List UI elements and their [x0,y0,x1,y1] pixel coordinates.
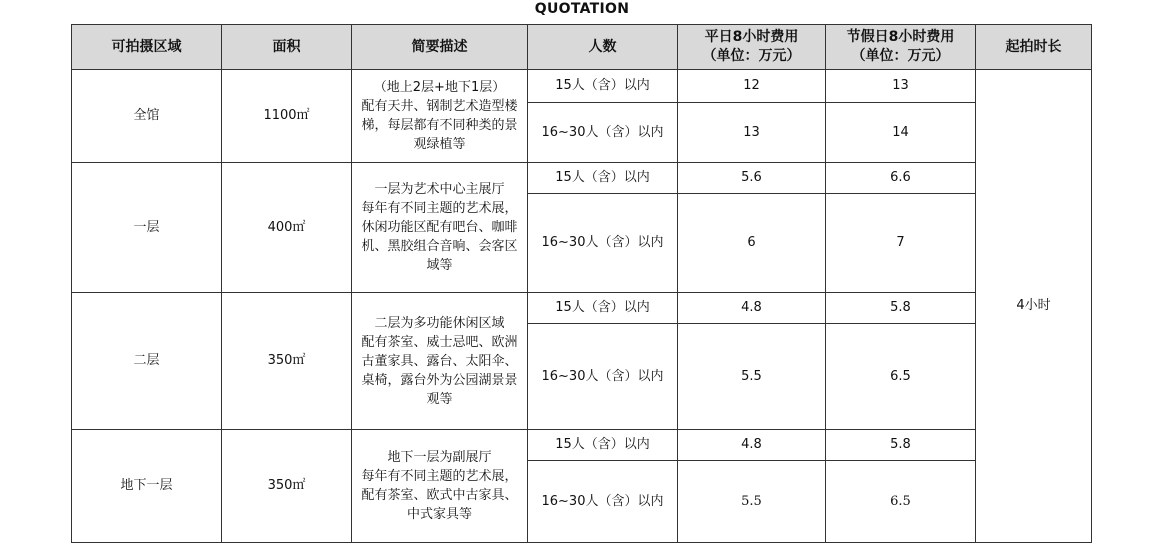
header-holiday-line2: （单位：万元） [851,48,950,64]
holiday-fee: 6.5 [826,461,976,543]
weekday-fee: 4.8 [678,293,826,324]
table-row [72,70,1092,103]
desc-heading: 地下一层为副展厅 [387,450,492,465]
weekday-fee: 13 [678,103,826,163]
zone-size: 350㎡ [222,430,352,543]
zone-name: 二层 [72,293,222,430]
people-cell: 16~30人（含）以内 [528,461,678,543]
desc-heading: 一层为艺术中心主展厅 [374,182,505,197]
weekday-fee: 5.5 [678,461,826,543]
table-row [72,293,1092,324]
zone-description [352,293,528,430]
people-cell: 16~30人（含）以内 [528,324,678,430]
desc-body: 每年有不同主题的艺术展，休闲功能区配有吧台、咖啡机、黑胶组合音响、会客区域等 [361,201,518,273]
holiday-fee: 6.6 [826,163,976,194]
zone-description [352,70,528,163]
zone-name: 地下一层 [72,430,222,543]
people-cell: 16~30人（含）以内 [528,103,678,163]
header-area: 可拍摄区域 [72,25,222,70]
desc-body: 每年有不同主题的艺术展，配有茶室、欧式中古家具、中式家具等 [361,469,518,522]
weekday-fee: 4.8 [678,430,826,461]
header-holiday-line1: 节假日8小时费用 [846,29,955,46]
holiday-fee: 5.8 [826,430,976,461]
quotation-table [71,24,1092,543]
desc-heading: 二层为多功能休闲区域 [374,315,505,331]
holiday-fee: 14 [826,103,976,163]
zone-name: 一层 [72,163,222,293]
weekday-fee: 5.5 [678,324,826,430]
weekday-fee: 6 [678,194,826,293]
holiday-fee: 5.8 [826,293,976,324]
zone-size: 350㎡ [222,293,352,430]
desc-heading: （地上2层+地下1层） [373,80,506,95]
header-row [72,25,1092,70]
zone-description [352,430,528,543]
zone-name: 全馆 [72,70,222,163]
header-min-duration: 起拍时长 [976,25,1092,70]
holiday-fee: 6.5 [826,324,976,430]
people-cell: 15人（含）以内 [528,430,678,461]
header-desc: 简要描述 [352,25,528,70]
min-duration-value: 4小时 [976,70,1092,543]
header-weekday-line2: （单位：万元） [702,48,801,64]
people-cell: 15人（含）以内 [528,70,678,103]
document-title: QUOTATION [534,1,630,17]
table-row [72,430,1092,461]
zone-size: 1100㎡ [222,70,352,163]
header-people: 人数 [528,25,678,70]
header-weekday-fee [678,25,826,70]
zone-description [352,163,528,293]
header-size: 面积 [222,25,352,70]
weekday-fee: 12 [678,70,826,103]
people-cell: 16~30人（含）以内 [528,194,678,293]
header-weekday-line1: 平日8小时费用 [704,29,799,46]
zone-size: 400㎡ [222,163,352,293]
header-holiday-fee [826,25,976,70]
table-row [72,163,1092,194]
weekday-fee: 5.6 [678,163,826,194]
people-cell: 15人（含）以内 [528,293,678,324]
people-cell: 15人（含）以内 [528,163,678,194]
holiday-fee: 13 [826,70,976,103]
desc-body: 配有天井、钢制艺术造型楼梯，每层都有不同种类的景观绿植等 [361,99,518,152]
holiday-fee: 7 [826,194,976,293]
desc-body: 配有茶室、威士忌吧、欧洲古董家具、露台、太阳伞、桌椅，露台外为公园湖景景观等 [361,334,518,407]
